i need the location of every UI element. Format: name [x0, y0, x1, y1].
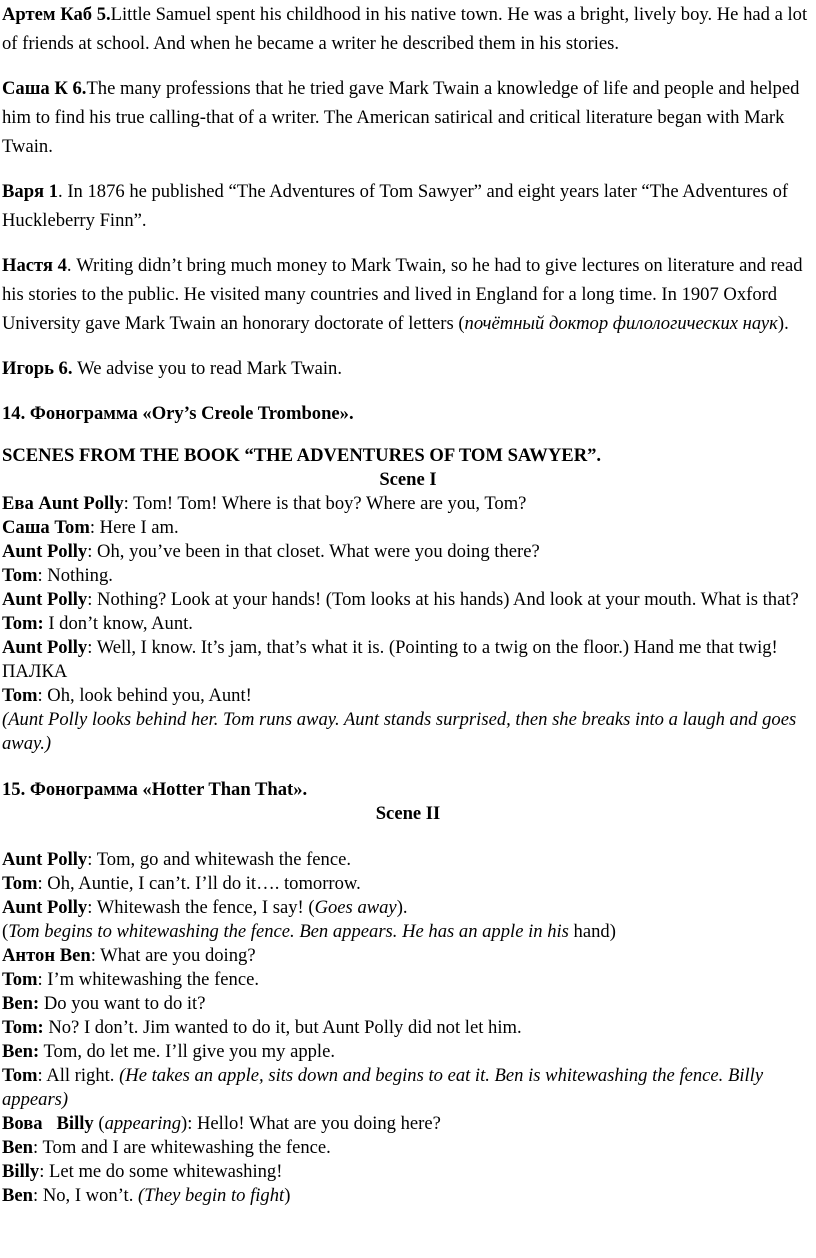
- paragraph-text: Little Samuel spent his childhood in his native town. He was a bright, lively boy. He had a lot of friends at school. And when he became a writer he described them in his stories.: [2, 4, 808, 54]
- speaker: Tom: [2, 873, 38, 894]
- dialogue-line: [2, 1040, 814, 1064]
- line-text: : Nothing? Look at your hands! (Tom looks at his hands) And look at your mouth. What is that?: [87, 589, 799, 610]
- paragraph-tail: ).: [777, 313, 789, 334]
- paragraph-italic: почётный доктор филологических наук: [464, 313, 778, 334]
- line-text: : Let me do some whitewashing!: [39, 1161, 283, 1182]
- phonogram-14: [2, 399, 814, 428]
- line-text: : Whitewash the fence, I say! (: [87, 897, 315, 918]
- speaker: Ben: [2, 1185, 33, 1206]
- line-text: : Nothing.: [37, 565, 113, 586]
- intro-paragraph-5: [2, 354, 814, 383]
- dialogue-line: [2, 1136, 814, 1160]
- scenes-title: [2, 444, 814, 468]
- line-italic: (They begin to fight: [138, 1185, 285, 1206]
- line-text: : Well, I know. It’s jam, that’s what it is. (Pointing to a twig on the floor.) Hand me that twig! ПАЛКА: [2, 637, 778, 682]
- speaker: Игорь 6.: [2, 358, 73, 379]
- scene-2-title: [2, 802, 814, 826]
- dialogue-line: [2, 896, 814, 920]
- line-italic: appearing: [104, 1113, 181, 1134]
- speaker: Вова Billy: [2, 1113, 94, 1134]
- paragraph-text: . In 1876 he published “The Adventures of Tom Sawyer” and eight years later “The Adventures of Huckleberry Finn”.: [2, 181, 789, 231]
- dialogue-line: [2, 944, 814, 968]
- line-text: (: [2, 921, 9, 942]
- speaker: Billy: [2, 1161, 40, 1182]
- paragraph-text: The many professions that he tried gave Mark Twain a knowledge of life and people and helped him to find his true calling-that of a writer. The American satirical and critical literature began with Mark Twain.: [2, 78, 800, 157]
- speaker: Ben:: [2, 993, 40, 1014]
- speaker: Настя 4: [2, 255, 67, 276]
- phonogram-15: [2, 778, 814, 802]
- dialogue-line: [2, 684, 814, 708]
- dialogue-line: [2, 1016, 814, 1040]
- line-text: Tom, do let me. I’ll give you my apple.: [39, 1041, 335, 1062]
- speaker: Tom:: [2, 1017, 44, 1038]
- scenes-heading: SCENES FROM THE BOOK “THE ADVENTURES OF TOM SAWYER”.: [2, 445, 602, 466]
- speaker: Саша К 6.: [2, 78, 87, 99]
- dialogue-line: [2, 1064, 814, 1112]
- scene-heading: Scene II: [375, 803, 441, 824]
- line-text: : Tom and I are whitewashing the fence.: [33, 1137, 331, 1158]
- line-text: : Tom, go and whitewash the fence.: [87, 849, 351, 870]
- stage-direction-text: (Aunt Polly looks behind her. Tom runs away. Aunt stands surprised, then she breaks into a laugh and goes away.): [2, 709, 797, 754]
- scene-1-title: [2, 468, 814, 492]
- line-text: : All right.: [37, 1065, 120, 1086]
- dialogue-line: [2, 872, 814, 896]
- dialogue-line: [2, 1184, 814, 1208]
- speaker: Aunt Polly: [2, 897, 88, 918]
- speaker: Tom: [2, 969, 38, 990]
- line-italic: Goes away: [314, 897, 397, 918]
- speaker: Ben:: [2, 1041, 40, 1062]
- speaker: Tom: [2, 685, 38, 706]
- dialogue-line: [2, 612, 814, 636]
- dialogue-line: [2, 564, 814, 588]
- line-text: : Tom! Tom! Where is that boy? Where are you, Tom?: [123, 493, 527, 514]
- dialogue-line: [2, 920, 814, 944]
- speaker: Антон Ben: [2, 945, 91, 966]
- line-text: No? I don’t. Jim wanted to do it, but Aunt Polly did not let him.: [43, 1017, 522, 1038]
- paragraph-text: We advise you to read Mark Twain.: [72, 358, 343, 379]
- speaker: Tom: [2, 1065, 38, 1086]
- line-text: : What are you doing?: [90, 945, 256, 966]
- line-italic: (He takes an apple, sits down and begins to eat it. Ben is whitewashing the fence. Billy appears): [2, 1065, 764, 1110]
- speaker: Tom: [2, 565, 38, 586]
- line-text: : No, I won’t.: [33, 1185, 139, 1206]
- dialogue-line: [2, 968, 814, 992]
- intro-paragraph-4: [2, 251, 814, 338]
- line-text: (: [93, 1113, 105, 1134]
- line-tail: ).: [396, 897, 408, 918]
- dialogue-line: [2, 992, 814, 1016]
- dialogue-line: [2, 1112, 814, 1136]
- speaker: Артем Каб 5.: [2, 4, 111, 25]
- speaker: Саша Tom: [2, 517, 90, 538]
- intro-paragraph-3: [2, 177, 814, 235]
- phonogram-heading: 14. Фонограмма «Ory’s Creole Trombone».: [2, 403, 354, 424]
- speaker: Tom:: [2, 613, 44, 634]
- scene-2-dialogue: [2, 848, 814, 1208]
- line-tail: hand): [568, 921, 616, 942]
- dialogue-line: [2, 848, 814, 872]
- line-tail: ): Hello! What are you doing here?: [181, 1113, 441, 1134]
- dialogue-line: [2, 516, 814, 540]
- dialogue-line: [2, 588, 814, 612]
- line-tail: ): [284, 1185, 291, 1206]
- intro-paragraph-1: [2, 0, 814, 58]
- line-text: : Oh, you’ve been in that closet. What were you doing there?: [87, 541, 540, 562]
- speaker: Aunt Polly: [2, 541, 88, 562]
- intro-paragraph-2: [2, 74, 814, 161]
- line-text: Do you want to do it?: [39, 993, 206, 1014]
- dialogue-line: [2, 1160, 814, 1184]
- stage-direction: [2, 708, 814, 756]
- line-text: : Here I am.: [89, 517, 179, 538]
- line-text: : I’m whitewashing the fence.: [37, 969, 259, 990]
- phonogram-heading: 15. Фонограмма «Hotter Than That».: [2, 779, 308, 800]
- scene-heading: Scene I: [379, 469, 437, 490]
- speaker: Ben: [2, 1137, 33, 1158]
- speaker: Aunt Polly: [2, 589, 88, 610]
- speaker: Aunt Polly: [2, 849, 88, 870]
- speaker: Aunt Polly: [2, 637, 88, 658]
- scene-1-dialogue: [2, 492, 814, 756]
- dialogue-line: [2, 540, 814, 564]
- line-text: : Oh, Auntie, I can’t. I’ll do it…. tomorrow.: [37, 873, 361, 894]
- dialogue-line: [2, 636, 814, 684]
- line-text: I don’t know, Aunt.: [43, 613, 193, 634]
- line-italic: Tom begins to whitewashing the fence. Ben appears. He has an apple in his: [8, 921, 569, 942]
- speaker: Ева Aunt Polly: [2, 493, 124, 514]
- speaker: Варя 1: [2, 181, 59, 202]
- dialogue-line: [2, 492, 814, 516]
- paragraph-text: . Writing didn’t bring much money to Mark Twain, so he had to give lectures on literature and read his stories to the public. He visited many countries and lived in England for a long time. In 1907 Oxford University gave Mark Twain an honorary doctorate of letters (: [2, 255, 803, 334]
- line-text: : Oh, look behind you, Aunt!: [37, 685, 252, 706]
